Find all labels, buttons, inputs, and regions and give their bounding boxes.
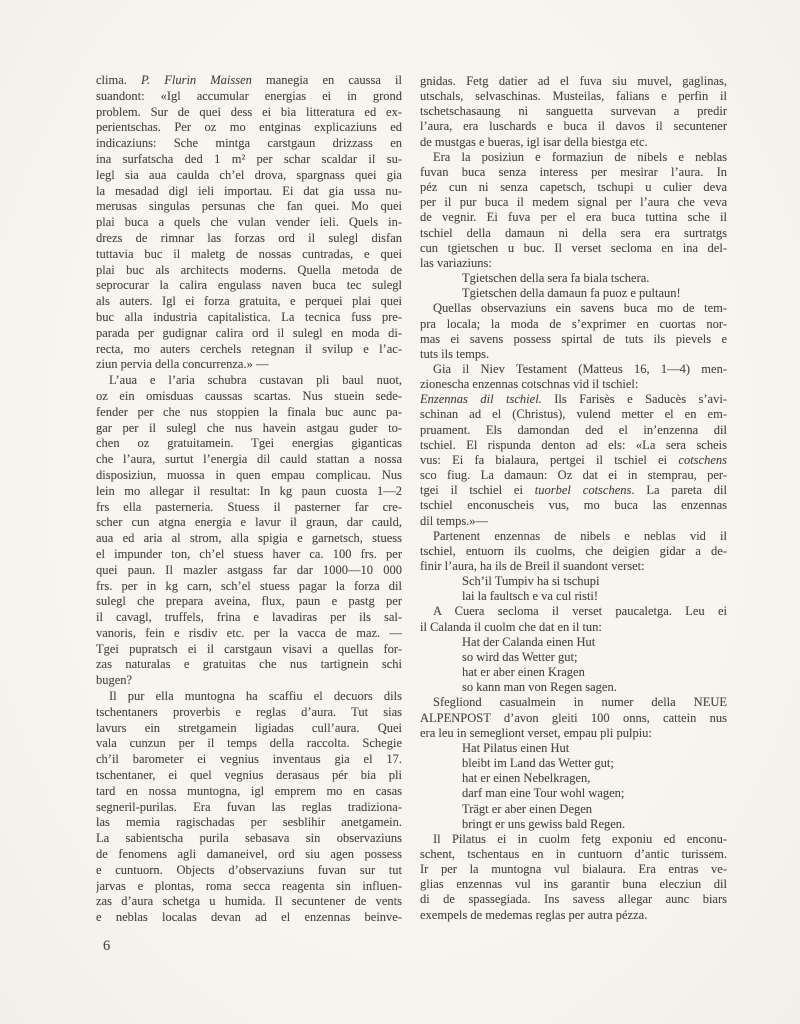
paragraph [420, 362, 727, 392]
text-line: suandont: «Igl accumular energias ei in grond [96, 88, 402, 103]
text-line: lavurs ein stretgamein ligiadas cull’aura. Quei [96, 720, 402, 735]
text-line: zas d’aura schetga u humida. Il secuntener de vents [96, 894, 402, 909]
text-line: Enzennas dil tschiel. Ils Farisès e Saducès s’avi- [420, 392, 727, 407]
text-line: seprocurar la calira engulass naven buca tec sulegl [96, 278, 402, 293]
text-line: la mesadad digl ieli importau. Ei dat gia ussa nu- [96, 183, 402, 198]
text-line: indicaziuns: Sche mintga carstgaun drizzass en [96, 136, 402, 151]
text-line: Tgietschen della sera fa biala tschera. [462, 271, 650, 286]
text-line: vanoris, fein e risdiv etc. per la vacca de maz. — [96, 625, 402, 640]
text-line: Hat Pilatus einen Hut [462, 740, 570, 755]
text-line: sulegl che prepara aveina, flux, paun e pastg per [96, 594, 402, 609]
text-line: scher cun atgna energia e lavur il graun, dar cauld, [96, 515, 402, 530]
right-text-column [420, 74, 727, 923]
text-line: tschiel enconuscheis vus, mo buca las enzennas [420, 498, 727, 513]
text-line: dil temps.»— [420, 513, 489, 528]
text-line: lai la faultsch e va cul risti! [462, 589, 599, 604]
text-line: tuttavia buc il maletg de nossas cuntradas, e quei [96, 246, 402, 261]
text-line: recta, mo auters cerchels retegnan il svilup e l’ac- [96, 341, 402, 356]
text-line: ziun pervia della concurrenza.» — [96, 357, 269, 372]
text-line: hat er aber einen Kragen [462, 665, 585, 680]
paragraph [96, 73, 402, 373]
text-line: ina surfatscha ded 1 m² per schar scaldar il su- [96, 151, 402, 166]
text-line: legl sia aua caulda ch’el drova, spargnass quei gia [96, 167, 402, 182]
text-line: per il pur buca il medem signal per l’aura che veva [420, 195, 727, 210]
text-line: A Cuera secloma il verset paucaletga. Leu ei [433, 604, 727, 619]
text-line: parada per gudignar calira ord il sulegl en moda di- [96, 325, 402, 340]
text-line: quei paun. Il mazler astgass far dar 1000—10 000 [96, 562, 402, 577]
paragraph [420, 150, 727, 271]
text-line: tschiel. El rispunda denton ad els: «La sera scheis [420, 437, 727, 452]
text-line: utschals, selvaschinas. Musteilas, falians e perfin il [420, 89, 727, 104]
text-line: tuts ils temps. [420, 346, 490, 361]
text-line: frs ella pasterneria. Stuess il pasterner far cre- [96, 499, 402, 514]
text-line: gar per il sulegl che nus havein astgau guder to- [96, 420, 402, 435]
text-line: Sfegliond casualmein in numer della NEUE [433, 695, 727, 710]
text-line: cun tgietschen u buc. Il verset secloma en ina del- [420, 240, 727, 255]
text-line: finir l’aura, ha ils de Breil il suandont verset: [420, 559, 645, 573]
text-line: disposiziun, muossa in quen empau complicau. Nus [96, 467, 402, 482]
text-line: Ir per la muntogna vul bialaura. Era entras ve- [420, 862, 727, 877]
text-line: tschiel della damaun ni della sera era surtratgs [420, 225, 727, 240]
text-line: Il pur ella muntogna ha scaffiu el decuors dils [109, 689, 402, 704]
text-line: aua ed aria al strom, alla spigia e garnetsch, stuess [96, 531, 402, 546]
text-line: che l’aura, surtut l’energia dil cauld stattan a nossa [96, 452, 402, 467]
text-line: darf man eine Tour wohl wagen; [462, 786, 625, 801]
text-line: sco fiug. La damaun: Oz dat ei in stemprau, per- [420, 468, 727, 483]
paragraph [420, 301, 727, 362]
text-line: il Calanda il cuolm che dat en il tun: [420, 619, 602, 634]
text-line: lein mo allegar il resultat: In kg paun cuosta 1—2 [96, 483, 402, 498]
text-line: schent, tschentaus en in cuntuorn d’antic turissem. [420, 846, 727, 861]
text-line: hat er einen Nebelkragen, [462, 771, 591, 786]
text-line: de fenomens agli damaneivel, ord siu agen possess [96, 847, 402, 862]
text-line: era leu in semegliont verset, empau pli pulpiu: [420, 725, 652, 740]
text-line: Hat der Calanda einen Hut [462, 634, 596, 649]
text-line: fuvan buca senza interess per mesirar l’aura. In [420, 164, 727, 179]
verse-block [420, 271, 727, 301]
paragraph [420, 832, 727, 923]
text-line: plai buca a quels che vulan vender ieli. Quels in- [96, 215, 402, 230]
text-line: ALPENPOST d’avon gleiti 100 onns, cattein nus [420, 710, 727, 725]
text-line: zionescha enzennas cotschnas vid il tschiel: [420, 377, 639, 392]
text-line: so kann man von Regen sagen. [462, 680, 617, 695]
text-line: frs. per in kg carn, sch’el stuess pagar la forza dil [96, 578, 402, 593]
paragraph [420, 695, 727, 740]
text-line: als auters. Igl ei forza gratuita, e perquei plai quei [96, 294, 402, 309]
text-line: las memia ragischadas per sesblihir anetgamein. [96, 815, 402, 830]
text-line: mas ei savens possess spirtal de tuts ils pievels e [420, 331, 727, 346]
text-line: tschetschasaung ni sanguetta survevan a predir [420, 104, 727, 119]
text-line: problem. Sur de quei dess ei bia litteratura ed ex- [96, 104, 402, 119]
text-line: e neblas localas devan ad el enzennas beinve- [96, 910, 402, 925]
page-number: 6 [103, 938, 111, 954]
text-line: jarvas e plontas, roma secca reagenta sin influen- [96, 878, 402, 893]
text-line: drezs de rimnar las forzas ord il sulegl disfan [96, 230, 402, 245]
paragraph [420, 604, 727, 634]
text-line: tschiel, entuorn ils cuolms, che deigien gidar a de- [420, 543, 727, 558]
text-line: bleibt im Land das Wetter gut; [462, 756, 614, 771]
text-line: perientschas. Per oz mo entginas explicaziuns ed [96, 120, 402, 135]
text-line: Quellas observaziuns ein savens buca mo de tem- [433, 301, 727, 316]
text-line: di de spassegiada. Ins savess allegar aunc biars [420, 892, 727, 907]
text-line: zas naturalas e gratuitas che nus tartignein schi [96, 657, 402, 672]
text-line: il cavagl, truffels, frina e lavadiras per ils sal- [96, 610, 402, 625]
text-line: Tgietschen della damaun fa puoz e pultaun! [462, 286, 681, 301]
text-line: chen oz gratuitamein. Tgei energias giganticas [96, 436, 402, 451]
text-line: bugen? [96, 673, 133, 688]
text-line: de vegnir. Ei fuva per el era buca tuttina sche il [420, 210, 727, 225]
text-line: Trägt er aber einen Degen [462, 801, 593, 816]
text-line: segneril-purilas. Era fuvan las reglas tradiziona- [96, 799, 402, 814]
text-line: de mustgas e bueras, igl isar della biestga etc. [420, 134, 648, 149]
text-line: pruament. Els damondan ded el in’enzenna dil [420, 422, 727, 437]
verse-block [420, 635, 727, 696]
text-line: pra locala; la moda de s’exprimer en cuortas nor- [420, 316, 727, 331]
text-line: oz ein omisduas caussas scartas. Nus stuein sede- [96, 388, 402, 403]
paragraph [96, 689, 402, 926]
text-line: e cuntuorn. Objects d’observaziuns fuvan sur tut [96, 862, 402, 877]
paragraph [96, 373, 402, 689]
text-line: vala cunzun per il temps della raccolta. Schegie [96, 736, 402, 751]
text-line: L’aua e l’aria schubra custavan pli baul nuot, [109, 373, 402, 388]
text-line: buc alla industria capitalistica. La tecnica fuss pre- [96, 309, 402, 324]
text-line: Partenent enzennas de nibels e neblas vid il [433, 528, 727, 543]
text-line: clima. P. Flurin Maissen manegia en caussa il [96, 73, 402, 87]
text-line: plai buc als architects moderns. Quella metoda de [96, 262, 402, 277]
text-line: Il Pilatus ei in cuolm fetg exponiu ed enconu- [433, 831, 727, 846]
paragraph [420, 74, 727, 150]
text-line: fender per che nus stoppien la finala buc aunc pa- [96, 404, 402, 419]
text-line: glias enzennas vul ins garantir buna elecziun dil [420, 877, 727, 892]
text-line: so wird das Wetter gut; [462, 649, 578, 664]
text-line: tschentaners proverbis e reglas d’aura. Tut sias [96, 704, 402, 719]
text-line: Era la posiziun e formaziun de nibels e neblas [433, 149, 727, 164]
text-line: péz cun ni senza capetsch, tschupi u culier deva [420, 180, 727, 195]
text-line: las variaziuns: [420, 255, 492, 270]
text-line: Gia il Niev Testament (Matteus 16, 1—4) men- [433, 361, 727, 376]
verse-block [420, 574, 727, 604]
text-line: el impunder ton, ch’el stuess haver ca. 100 frs. per [96, 546, 402, 561]
text-line: vus: Ei fa bialaura, pertgei il tschiel ei cotschens [420, 452, 727, 467]
text-line: La sabientscha purila sebasava sin observaziuns [96, 831, 402, 846]
text-line: tgei il tschiel ei tuorbel cotschens. La pareta dil [420, 483, 727, 498]
text-line: ch’il barometer ei vegnius inventaus gia el 17. [96, 752, 402, 767]
verse-block [420, 741, 727, 832]
text-line: l’aura, era luschards e buca il davos il secuntener [420, 119, 727, 134]
text-line: schinan ad el (Christus), vulend metter el en em- [420, 407, 727, 422]
text-line: Sch’il Tumpiv ha si tschupi [462, 574, 600, 589]
text-line: bringt er uns gewiss bald Regen. [462, 816, 626, 831]
paragraph [420, 392, 727, 528]
text-line: merusas singulas persunas che fan quei. Mo quei [96, 199, 402, 214]
text-line: tard en nossa muntogna, igl emprem mo en casas [96, 783, 402, 798]
text-line: Tgei pupratsch ei il carstgaun visavi a quellas for- [96, 641, 402, 656]
text-line: exempels de medemas reglas per autra pézza. [420, 907, 648, 922]
left-text-column [96, 73, 402, 926]
text-line: tschentaner, ei quel vegnius derasaus pér bia pli [96, 768, 402, 783]
text-line: gnidas. Fetg datier ad el fuva siu muvel, gaglinas, [420, 74, 727, 88]
paragraph [420, 529, 727, 574]
